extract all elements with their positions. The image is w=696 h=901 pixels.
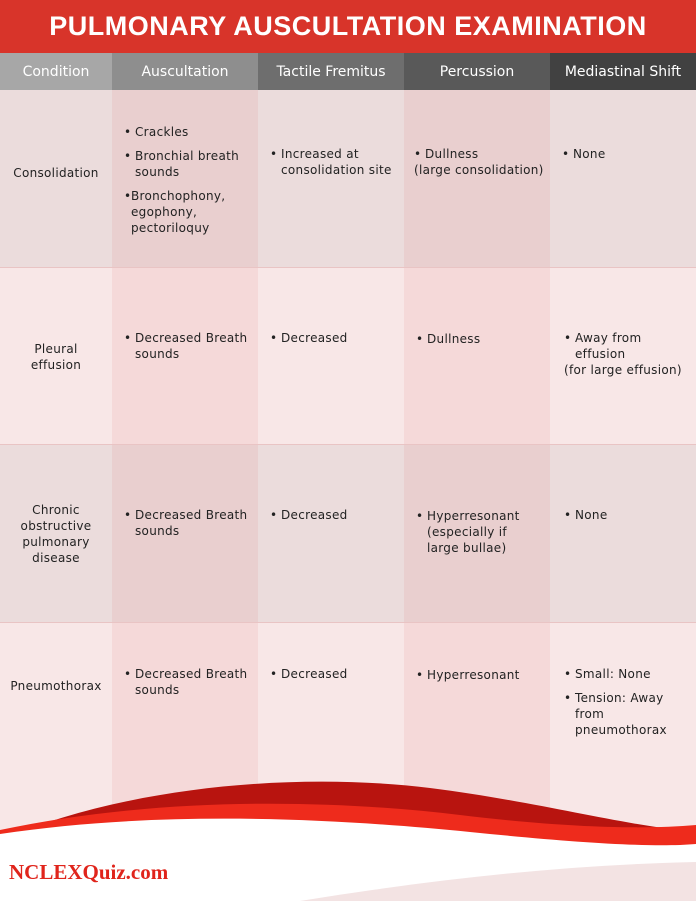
brand-logo-text: NCLEXQuiz.com xyxy=(9,860,169,884)
percussion-pleural-effusion xyxy=(416,331,544,347)
list-item: • None xyxy=(564,507,692,523)
auscultation-pleural-effusion xyxy=(124,330,252,362)
list-item: • Dullness xyxy=(416,331,544,347)
percussion-copd xyxy=(416,508,540,556)
list-item xyxy=(414,146,548,178)
list-item: • Decreased xyxy=(270,666,398,682)
condition-consolidation: Consolidation xyxy=(13,166,99,180)
condition-pneumothorax: Pneumothorax xyxy=(10,679,102,693)
fremitus-pneumothorax xyxy=(270,666,398,682)
shift-copd xyxy=(564,507,692,523)
auscultation-pneumothorax xyxy=(124,666,252,698)
list-item-text: Dullness xyxy=(425,147,479,161)
header-condition: Condition xyxy=(0,53,112,90)
list-item: • Crackles xyxy=(124,124,254,140)
list-item-text: Away from effusion xyxy=(575,331,642,361)
list-item: • Decreased Breath sounds xyxy=(124,330,252,362)
list-item: • Hyperresonant (especially if large bullae) xyxy=(416,508,540,556)
list-item: • Small: None xyxy=(564,666,688,682)
fremitus-pleural-effusion xyxy=(270,330,398,346)
fremitus-copd xyxy=(270,507,398,523)
auscultation-consolidation xyxy=(124,124,254,236)
shift-pleural-effusion xyxy=(564,330,692,378)
header-auscultation: Auscultation xyxy=(112,53,258,90)
table-header xyxy=(0,53,696,90)
header-percussion: Percussion xyxy=(404,53,550,90)
list-item: • Bronchophony, egophony, pectoriloquy xyxy=(124,188,254,236)
list-item: • Decreased xyxy=(270,330,398,346)
list-item xyxy=(564,330,657,362)
auscultation-copd xyxy=(124,507,252,539)
list-item: • Decreased xyxy=(270,507,398,523)
header-tactile-fremitus: Tactile Fremitus xyxy=(258,53,404,90)
list-item: • Tension: Away from pneumothorax xyxy=(564,690,665,738)
condition-pleural-effusion: Pleural effusion xyxy=(30,341,82,372)
percussion-consolidation xyxy=(414,146,548,178)
condition-copd: Chronic obstructive pulmonary disease xyxy=(20,503,92,565)
fremitus-consolidation xyxy=(270,146,398,178)
title-banner xyxy=(0,0,696,53)
shift-consolidation xyxy=(562,146,690,162)
percussion-pneumothorax xyxy=(416,667,544,683)
percussion-note: (large consolidation) xyxy=(414,163,544,177)
header-mediastinal-shift: Mediastinal Shift xyxy=(550,53,696,90)
shift-pneumothorax xyxy=(564,666,688,738)
list-item: • Bronchial breath sounds xyxy=(124,148,254,180)
list-item: • None xyxy=(562,146,690,162)
list-item: • Hyperresonant xyxy=(416,667,544,683)
list-item: • Decreased Breath sounds xyxy=(124,507,252,539)
page-title: PULMONARY AUSCULTATION EXAMINATION xyxy=(49,11,647,41)
list-item: • Increased at consolidation site xyxy=(270,146,398,178)
shift-note: (for large effusion) xyxy=(564,363,682,377)
list-item: • Decreased Breath sounds xyxy=(124,666,252,698)
